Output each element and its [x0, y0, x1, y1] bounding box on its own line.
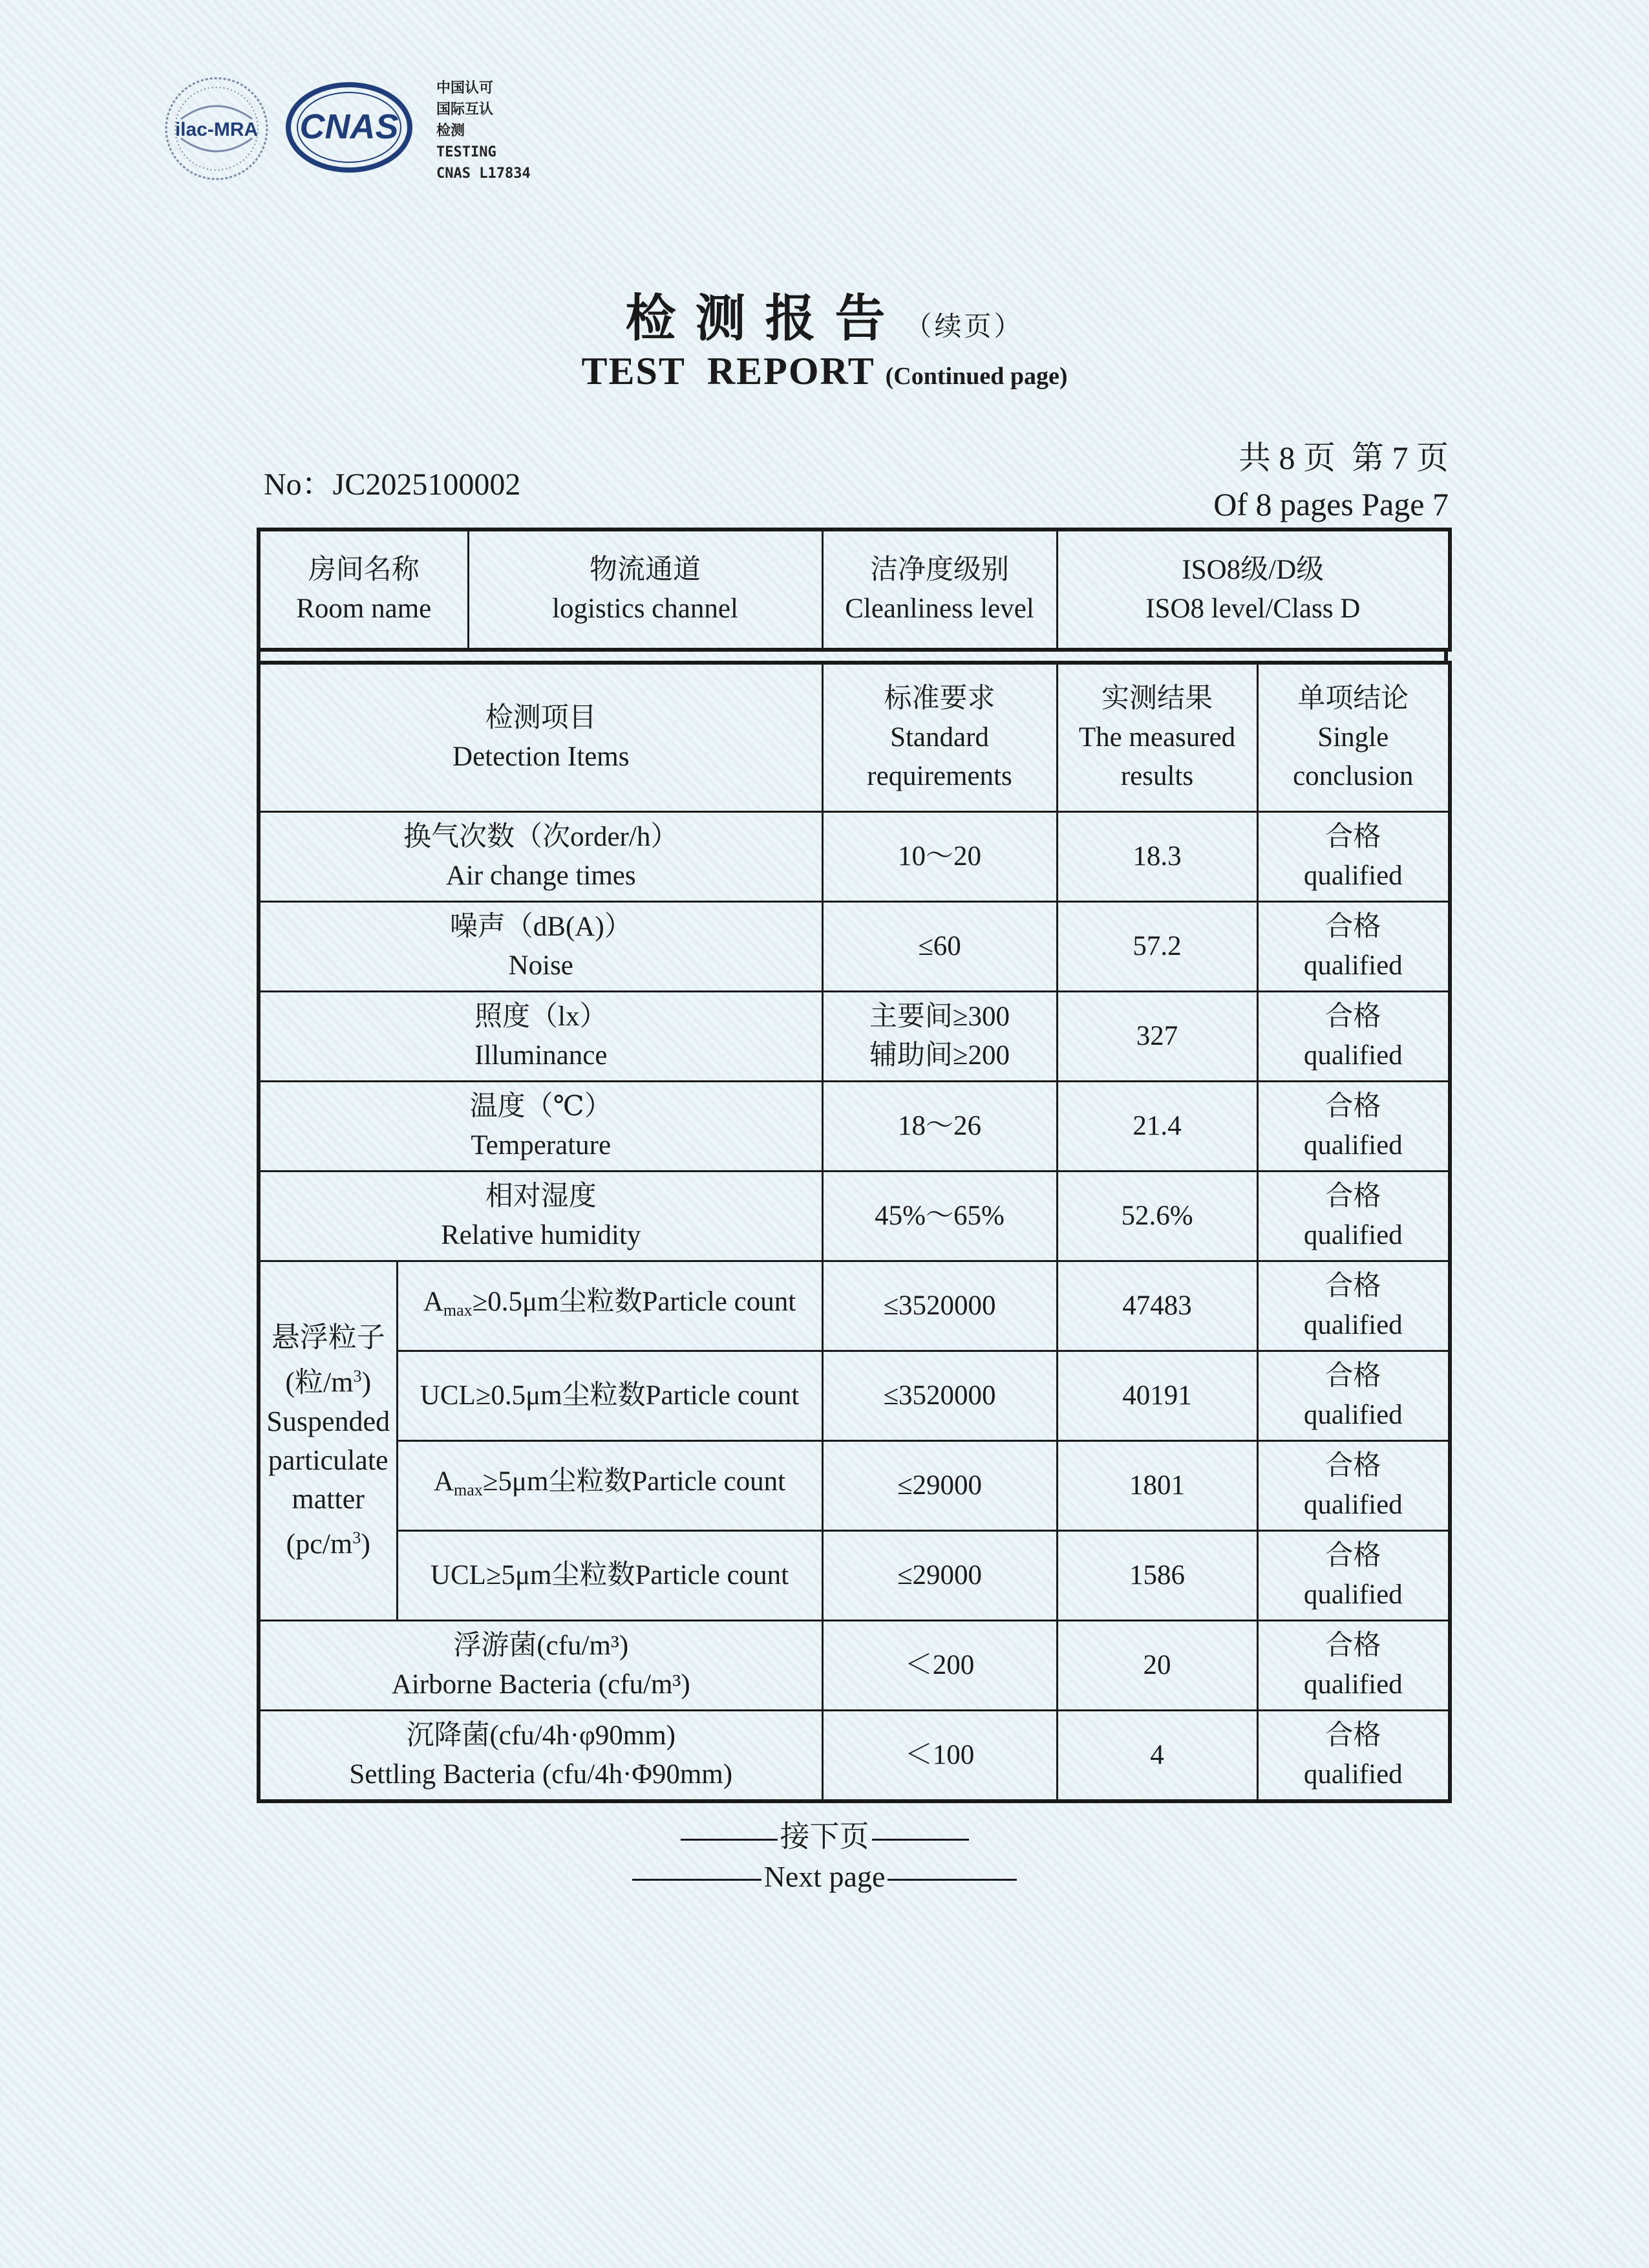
- table-gap: [257, 649, 1448, 661]
- row-standard: 45%～65%: [822, 1171, 1057, 1261]
- row-conclusion-en: qualified: [1303, 861, 1403, 891]
- row-result: 4: [1057, 1711, 1257, 1802]
- header-std-cn: 标准要求: [884, 683, 995, 714]
- row-conclusion-cn: 合格: [1325, 1720, 1381, 1751]
- cleanliness-value-cn: ISO8级/D级: [1182, 555, 1325, 585]
- accred-line-3: 检测: [436, 123, 465, 139]
- row-conclusion-en: qualified: [1303, 1669, 1403, 1700]
- footer-dash: [632, 1879, 761, 1881]
- particle-item-sub: max: [454, 1480, 483, 1499]
- cnas-logo: [284, 79, 414, 176]
- row-result: 20: [1057, 1621, 1257, 1711]
- table-row: [259, 1711, 1450, 1802]
- particle-conclusion-en: qualified: [1303, 1490, 1403, 1520]
- table-row: [259, 1621, 1450, 1711]
- particle-conclusion: [1257, 1351, 1450, 1441]
- table-row: [259, 812, 1450, 902]
- row-conclusion-cn: 合格: [1325, 1181, 1381, 1212]
- page-info-en: Of 8 pages Page 7: [1213, 486, 1449, 522]
- title-cn-suffix: （续页）: [904, 312, 1024, 342]
- header-res-en1: The measured: [1078, 722, 1236, 753]
- row-standard-line-2: 辅助间≥200: [869, 1040, 1010, 1071]
- cleanliness-label-cn: 洁净度级别: [870, 555, 1009, 585]
- header-results: [1057, 663, 1257, 812]
- row-item: [259, 902, 822, 992]
- footer-dash: [888, 1879, 1017, 1881]
- row-item-cn: 照度（lx）: [474, 1001, 608, 1032]
- row-standard: ＜100: [822, 1711, 1057, 1802]
- particle-conclusion-cn: 合格: [1325, 1271, 1381, 1301]
- row-conclusion-cn: 合格: [1325, 822, 1381, 852]
- row-item: [259, 1171, 822, 1261]
- particle-conclusion-en: qualified: [1303, 1579, 1403, 1610]
- table-row: [259, 902, 1450, 992]
- cleanliness-label: [822, 530, 1057, 650]
- particle-conclusion: [1257, 1441, 1450, 1531]
- cleanliness-value-en: ISO8 level/Class D: [1145, 594, 1361, 624]
- particle-conclusion-en: qualified: [1303, 1310, 1403, 1340]
- row-conclusion-cn: 合格: [1325, 912, 1381, 942]
- row-item-cn: 噪声（dB(A)）: [449, 912, 632, 942]
- particle-group-label: [259, 1261, 397, 1621]
- footer-dash: [681, 1839, 778, 1841]
- title-en-main: TEST REPORT: [581, 350, 875, 392]
- particle-item: UCL≥0.5μm尘粒数Particle count: [397, 1351, 822, 1441]
- row-conclusion: [1257, 1171, 1450, 1261]
- table-row: [259, 1441, 1450, 1531]
- room-name-label: [259, 530, 468, 650]
- particle-standard: ≤3520000: [822, 1351, 1057, 1441]
- row-item-en: Airborne Bacteria (cfu/m³): [391, 1669, 690, 1700]
- particle-label-en2: particulate: [268, 1444, 388, 1476]
- row-conclusion-cn: 合格: [1325, 1001, 1381, 1032]
- accreditation-text: [436, 78, 531, 184]
- row-standard: ≤60: [822, 902, 1057, 992]
- particle-item: [397, 1441, 822, 1531]
- accred-line-4: TESTING: [436, 144, 496, 160]
- particle-item-a: A: [433, 1466, 454, 1497]
- header-con-cn: 单项结论: [1297, 683, 1409, 714]
- accred-line-5: CNAS L17834: [436, 166, 531, 182]
- row-item-cn: 换气次数（次order/h）: [403, 822, 679, 852]
- room-name-value-cn: 物流通道: [590, 555, 701, 585]
- ilac-mra-logo: [162, 74, 271, 184]
- row-result: 52.6%: [1057, 1171, 1257, 1261]
- particle-standard: ≤29000: [822, 1441, 1057, 1531]
- title-en: [0, 349, 1649, 394]
- table-row: [259, 1082, 1450, 1171]
- row-item: [259, 812, 822, 902]
- row-conclusion-en: qualified: [1303, 1040, 1403, 1071]
- row-standard: ＜200: [822, 1621, 1057, 1711]
- table-row: [259, 1261, 1450, 1351]
- particle-conclusion-cn: 合格: [1325, 1451, 1381, 1481]
- row-result: 18.3: [1057, 812, 1257, 902]
- room-name-label-en: Room name: [296, 594, 432, 624]
- particle-result: 40191: [1057, 1351, 1257, 1441]
- particle-standard: ≤29000: [822, 1531, 1057, 1621]
- row-conclusion: [1257, 1711, 1450, 1802]
- page-info: [1213, 434, 1449, 528]
- table-row: [259, 1531, 1450, 1621]
- header-std-en1: Standard: [890, 722, 989, 753]
- row-item-cn: 浮游菌(cfu/m³): [453, 1631, 629, 1661]
- particle-conclusion-cn: 合格: [1325, 1541, 1381, 1571]
- row-item-en: Settling Bacteria (cfu/4h·Φ90mm): [349, 1759, 733, 1790]
- accred-line-1: 中国认可: [436, 80, 494, 96]
- title-en-suffix: (Continued page): [885, 363, 1068, 390]
- particle-conclusion: [1257, 1531, 1450, 1621]
- footer-en: Next page: [763, 1860, 886, 1893]
- header-detection-items: [259, 663, 822, 812]
- row-conclusion: [1257, 1621, 1450, 1711]
- row-standard: 10～20: [822, 812, 1057, 902]
- accred-line-2: 国际互认: [436, 102, 494, 118]
- page-info-cn: 共 8 页 第 7 页: [1239, 440, 1449, 476]
- particle-item: [397, 1261, 822, 1351]
- particle-unit-en-text: (pc/m: [286, 1528, 353, 1560]
- report-number: No：JC2025100002: [264, 467, 521, 502]
- footer-en-line: [0, 1857, 1649, 1897]
- results-header-row: [259, 663, 1450, 812]
- particle-conclusion: [1257, 1261, 1450, 1351]
- particle-item-a: A: [423, 1286, 443, 1317]
- row-item: [259, 1082, 822, 1171]
- particle-unit-en: [264, 1519, 392, 1564]
- row-item: [259, 992, 822, 1082]
- row-standard: 18～26: [822, 1082, 1057, 1171]
- row-item-en: Relative humidity: [441, 1220, 641, 1250]
- footer-cn-line: [0, 1817, 1649, 1857]
- particle-unit-cn-sup: 3: [353, 1366, 362, 1385]
- header-standard: [822, 663, 1057, 812]
- row-item-en: Temperature: [471, 1130, 612, 1161]
- row-item-en: Noise: [508, 950, 573, 981]
- row-conclusion: [1257, 1082, 1450, 1171]
- row-conclusion: [1257, 812, 1450, 902]
- particle-item-rest: ≥5μm尘粒数Particle count: [482, 1466, 786, 1497]
- particle-unit-en-close: ): [361, 1528, 370, 1560]
- particle-conclusion-cn: 合格: [1325, 1361, 1381, 1391]
- particle-unit-cn-close: ): [361, 1366, 372, 1398]
- row-result: 21.4: [1057, 1082, 1257, 1171]
- row-item-en: Air change times: [445, 861, 636, 891]
- table-row: [259, 992, 1450, 1082]
- particle-result: 47483: [1057, 1261, 1257, 1351]
- header-con-en1: Single: [1317, 722, 1389, 753]
- row-conclusion-cn: 合格: [1325, 1631, 1381, 1661]
- ilac-text: ilac-MRA: [175, 119, 259, 140]
- particle-item: UCL≥5μm尘粒数Particle count: [397, 1531, 822, 1621]
- row-conclusion-cn: 合格: [1325, 1091, 1381, 1122]
- footer-cn: 接下页: [780, 1820, 869, 1853]
- row-result: 57.2: [1057, 902, 1257, 992]
- title-cn-main: 检测报告: [625, 290, 905, 347]
- particle-label-cn: 悬浮粒子: [271, 1321, 385, 1353]
- room-info-table: [257, 528, 1452, 652]
- row-conclusion: [1257, 992, 1450, 1082]
- particle-unit-cn: [264, 1357, 392, 1402]
- particle-standard: ≤3520000: [822, 1261, 1057, 1351]
- row-conclusion-en: qualified: [1303, 1759, 1403, 1790]
- room-name-value: [468, 530, 822, 650]
- room-info-row: [259, 530, 1450, 650]
- row-item-cn: 沉降菌(cfu/4h·φ90mm): [406, 1720, 676, 1751]
- particle-item-rest: ≥0.5μm尘粒数Particle count: [472, 1286, 796, 1317]
- particle-result: 1801: [1057, 1441, 1257, 1531]
- row-conclusion-en: qualified: [1303, 950, 1403, 981]
- row-conclusion-en: qualified: [1303, 1220, 1403, 1250]
- header-res-cn: 实测结果: [1101, 683, 1213, 714]
- row-conclusion-en: qualified: [1303, 1130, 1403, 1161]
- footer-dash: [872, 1839, 969, 1841]
- particle-item-sub: max: [443, 1300, 473, 1320]
- row-conclusion: [1257, 902, 1450, 992]
- row-item-cn: 相对湿度: [485, 1181, 597, 1212]
- particle-label-en3: matter: [292, 1482, 365, 1515]
- header-conclusion: [1257, 663, 1450, 812]
- header-std-en2: requirements: [867, 761, 1012, 791]
- row-standard-line-1: 主要间≥300: [869, 1001, 1010, 1032]
- table-row: [259, 1171, 1450, 1261]
- particle-unit-en-sup: 3: [352, 1528, 361, 1547]
- table-row: [259, 1351, 1450, 1441]
- cnas-text: CNAS: [299, 107, 399, 146]
- room-name-value-en: logistics channel: [552, 594, 738, 624]
- row-item: [259, 1621, 822, 1711]
- header-item-cn: 检测项目: [485, 703, 597, 733]
- room-name-label-cn: 房间名称: [308, 555, 420, 585]
- row-item-cn: 温度（℃）: [469, 1091, 612, 1122]
- row-standard: [822, 992, 1057, 1082]
- particle-label-en1: Suspended: [266, 1405, 390, 1437]
- row-item: [259, 1711, 822, 1802]
- cleanliness-value: [1057, 530, 1450, 650]
- footer-next-page: [0, 1817, 1649, 1897]
- cleanliness-label-en: Cleanliness level: [845, 594, 1034, 624]
- header-res-en2: results: [1120, 761, 1194, 791]
- results-table: [257, 661, 1452, 1803]
- header-con-en2: conclusion: [1293, 761, 1414, 791]
- particle-result: 1586: [1057, 1531, 1257, 1621]
- row-item-en: Illuminance: [474, 1040, 608, 1071]
- particle-unit-cn-text: (粒/m: [285, 1366, 354, 1398]
- row-result: 327: [1057, 992, 1257, 1082]
- particle-conclusion-en: qualified: [1303, 1400, 1403, 1430]
- header-item-en: Detection Items: [452, 742, 630, 772]
- title-cn: [0, 278, 1649, 350]
